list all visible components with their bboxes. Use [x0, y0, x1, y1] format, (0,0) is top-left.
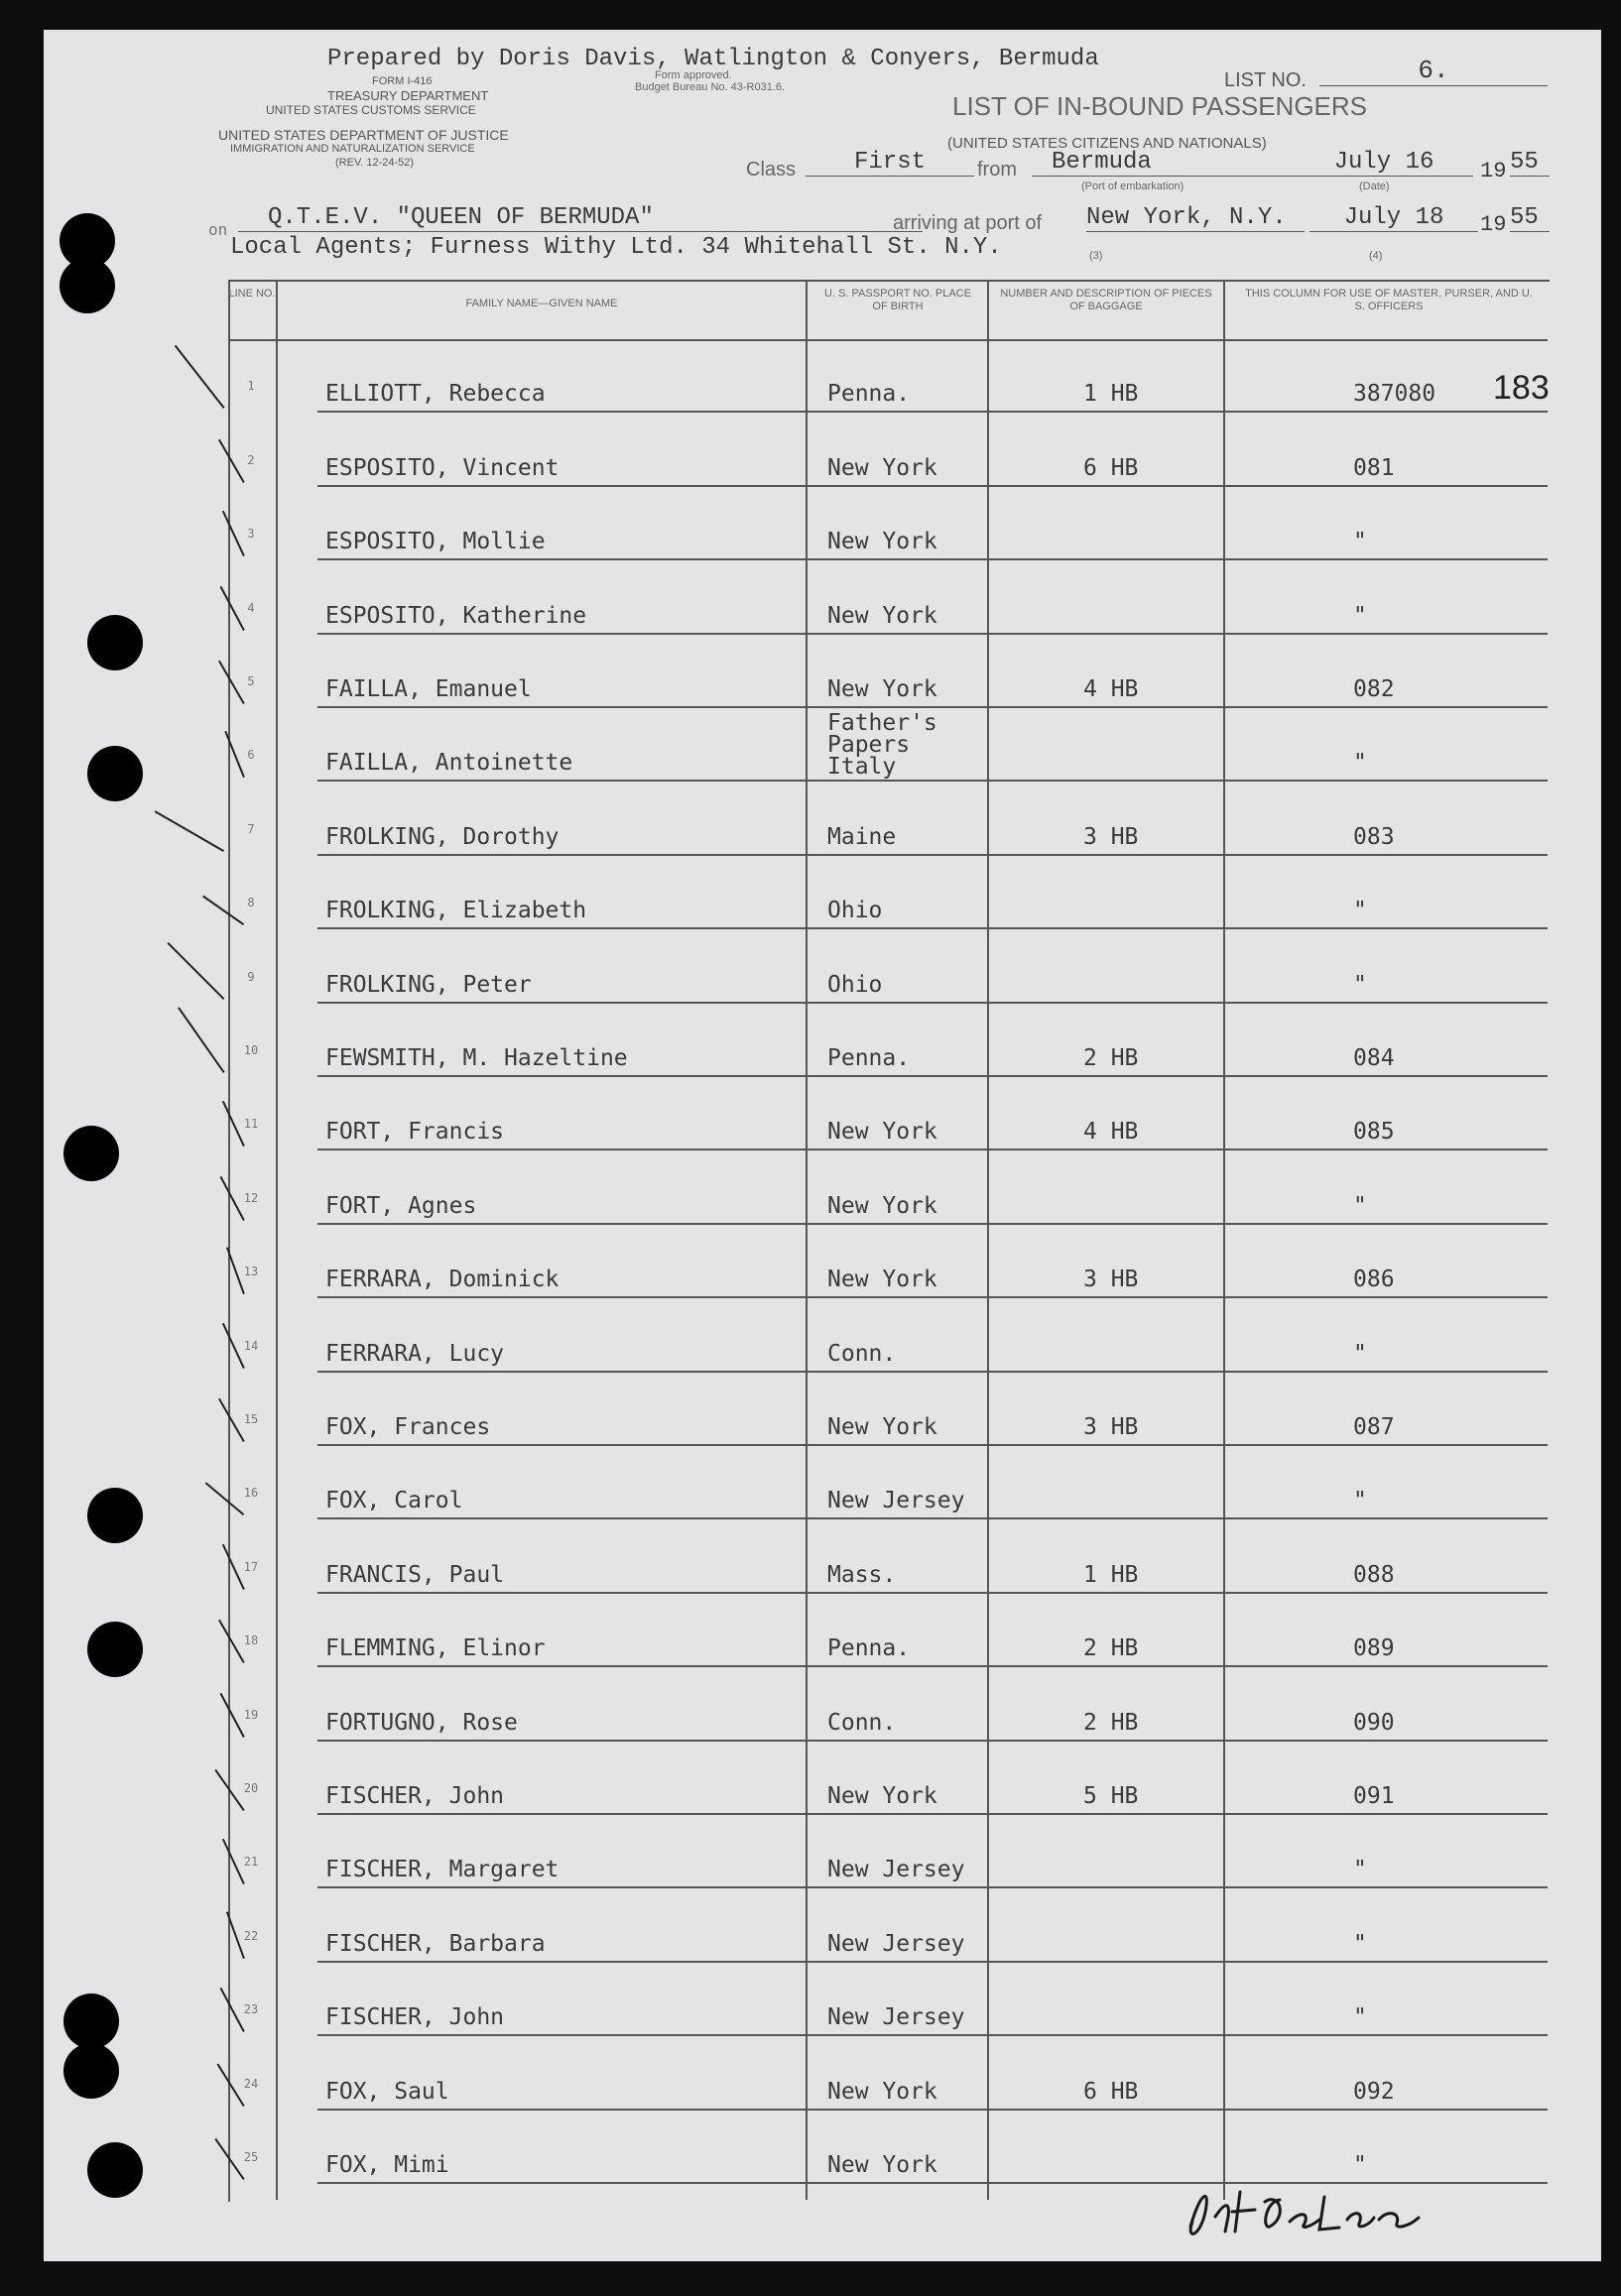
- table-row: [317, 339, 1548, 413]
- punch-hole: [87, 2142, 143, 2198]
- officer-entry: 087: [1353, 1413, 1395, 1440]
- passenger-name: FEWSMITH, M. Hazeltine: [325, 1044, 628, 1071]
- line-number: 18: [243, 1633, 259, 1648]
- place-of-birth: New York: [827, 675, 937, 702]
- passenger-name: FORTUGNO, Rose: [325, 1709, 518, 1736]
- officer-entry: 082: [1353, 675, 1395, 702]
- col-head-officers: THIS COLUMN FOR USE OF MASTER, PURSER, AND U. S. OFFICERS: [1245, 288, 1533, 312]
- passenger-name: FISCHER, John: [325, 1782, 505, 1809]
- place-of-birth: Maine: [827, 823, 897, 850]
- table-row: [317, 1519, 1548, 1593]
- punch-hole: [63, 2043, 119, 2099]
- line-number: 8: [247, 896, 255, 910]
- place-of-birth: New York: [827, 602, 937, 629]
- table-row: [317, 560, 1548, 634]
- passenger-name: FAILLA, Antoinette: [325, 750, 573, 777]
- local-agents: Local Agents; Furness Withy Ltd. 34 Whitehall St. N.Y.: [230, 234, 1002, 261]
- table-row: [317, 1888, 1548, 1962]
- arrival-date: July 18: [1309, 204, 1478, 232]
- place-of-birth: New York: [827, 1782, 937, 1809]
- line-number: 2: [247, 452, 255, 467]
- form-subtitle: (UNITED STATES CITIZENS AND NATIONALS): [947, 135, 1267, 152]
- punch-hole: [63, 1994, 119, 2049]
- line-number: 12: [243, 1190, 259, 1205]
- table-row: [317, 1667, 1548, 1741]
- form-title: LIST OF IN-BOUND PASSENGERS: [952, 91, 1368, 121]
- place-of-birth: Ohio: [827, 898, 883, 924]
- line-number: 11: [243, 1117, 259, 1132]
- officer-entry: 081: [1353, 454, 1395, 481]
- class-label: Class: [746, 159, 797, 181]
- dept-immigration: IMMIGRATION AND NATURALIZATION SERVICE: [230, 143, 475, 155]
- passenger-name: FAILLA, Emanuel: [325, 675, 532, 702]
- place-of-birth: New York: [827, 1119, 937, 1146]
- arrival-year-prefix: 19: [1480, 212, 1507, 237]
- punch-hole: [63, 1126, 119, 1181]
- line-number: 14: [243, 1338, 259, 1353]
- line-number: 6: [247, 748, 255, 763]
- line-number: 5: [247, 674, 255, 688]
- passenger-name: FROLKING, Peter: [325, 971, 532, 998]
- place-of-birth: Ohio: [827, 971, 883, 998]
- officer-entry: ": [1353, 2004, 1367, 2031]
- punch-hole: [87, 1622, 143, 1677]
- budget-bureau: Budget Bureau No. 43-R031.6.: [635, 81, 786, 93]
- table-row: [317, 708, 1548, 782]
- officer-entry: 085: [1353, 1119, 1395, 1146]
- officer-entry: ": [1353, 898, 1367, 924]
- baggage-count: 1 HB: [1083, 1561, 1139, 1588]
- dept-justice: UNITED STATES DEPARTMENT OF JUSTICE: [218, 127, 509, 143]
- passenger-name: FISCHER, John: [325, 2004, 505, 2031]
- line-number: 23: [243, 2002, 259, 2017]
- year-prefix: 19: [1480, 159, 1507, 183]
- baggage-count: 6 HB: [1083, 2078, 1139, 2105]
- officer-entry: ": [1353, 1930, 1367, 1957]
- embarkation-caption: (Port of embarkation): [1081, 181, 1185, 192]
- place-of-birth: New York: [827, 454, 937, 481]
- dept-treasury: TREASURY DEPARTMENT: [327, 88, 489, 103]
- passenger-name: FORT, Agnes: [325, 1192, 477, 1219]
- officer-entry: ": [1353, 750, 1367, 777]
- place-of-birth: New York: [827, 1267, 937, 1293]
- officer-entry: 088: [1353, 1561, 1395, 1588]
- passenger-name: ESPOSITO, Katherine: [325, 602, 587, 629]
- line-number: 24: [243, 2076, 259, 2091]
- passenger-name: FERRARA, Lucy: [325, 1340, 505, 1367]
- passenger-name: ELLIOTT, Rebecca: [325, 381, 546, 408]
- line-number: 13: [243, 1265, 259, 1279]
- passenger-name: FROLKING, Elizabeth: [325, 898, 587, 924]
- punch-hole: [87, 1488, 143, 1543]
- place-of-birth: New York: [827, 1192, 937, 1219]
- col-head-name: FAMILY NAME—GIVEN NAME: [465, 298, 618, 309]
- departure-date: July 16: [1295, 149, 1473, 177]
- table-row: [317, 1373, 1548, 1446]
- line-number: 17: [243, 1559, 259, 1574]
- passenger-name: FOX, Carol: [325, 1488, 463, 1514]
- baggage-count: 2 HB: [1083, 1044, 1139, 1071]
- form-approved: Form approved.: [655, 69, 732, 81]
- col-divider: [276, 280, 278, 2200]
- col-head-place: U. S. PASSPORT NO. PLACE OF BIRTH: [824, 288, 971, 312]
- arriving-label: arriving at port of: [893, 212, 1043, 234]
- preparer-line: Prepared by Doris Davis, Watlington & Conyers, Bermuda: [327, 46, 1099, 72]
- place-of-birth: New Jersey: [827, 1857, 965, 1883]
- table-row: [317, 856, 1548, 929]
- date-caption: (Date): [1359, 181, 1390, 192]
- passenger-name: FRANCIS, Paul: [325, 1561, 505, 1588]
- baggage-count: 4 HB: [1083, 675, 1139, 702]
- table-row: [317, 1815, 1548, 1888]
- officer-entry: 091: [1353, 1782, 1395, 1809]
- punch-hole: [60, 258, 115, 313]
- baggage-count: 6 HB: [1083, 454, 1139, 481]
- officer-entry: 090: [1353, 1709, 1395, 1736]
- officer-entry: ": [1353, 602, 1367, 629]
- place-of-birth: Conn.: [827, 1340, 897, 1367]
- passenger-name: FOX, Saul: [325, 2078, 449, 2105]
- table-row: [317, 782, 1548, 855]
- place-of-birth: New Jersey: [827, 1930, 965, 1957]
- page-stamp: 183: [1493, 369, 1550, 407]
- passenger-name: ESPOSITO, Vincent: [325, 454, 560, 481]
- line-number: 7: [247, 821, 255, 836]
- punch-hole: [87, 615, 143, 670]
- officer-entry: ": [1353, 1340, 1367, 1367]
- table-row: [317, 1004, 1548, 1077]
- line-number: 15: [243, 1412, 259, 1426]
- caption-4: (4): [1369, 250, 1383, 262]
- officer-entry: 089: [1353, 1635, 1395, 1662]
- baggage-count: 1 HB: [1083, 381, 1139, 408]
- vessel-name: Q.T.E.V. "QUEEN OF BERMUDA": [238, 204, 923, 232]
- class-value: First: [806, 149, 974, 177]
- line-number: 21: [243, 1855, 259, 1870]
- officer-entry: ": [1353, 1192, 1367, 1219]
- caption-3: (3): [1089, 250, 1103, 262]
- line-number: 19: [243, 1707, 259, 1722]
- passenger-name: FOX, Frances: [325, 1413, 491, 1440]
- place-of-birth: New York: [827, 2151, 937, 2178]
- line-number: 16: [243, 1486, 259, 1501]
- officer-entry: ": [1353, 2151, 1367, 2178]
- table-row: [317, 635, 1548, 708]
- baggage-count: 4 HB: [1083, 1119, 1139, 1146]
- table-row: [317, 929, 1548, 1003]
- place-of-birth: Penna.: [827, 381, 911, 408]
- passenger-name: FLEMMING, Elinor: [325, 1635, 546, 1662]
- baggage-count: 3 HB: [1083, 1413, 1139, 1440]
- place-of-birth: New York: [827, 2078, 937, 2105]
- punch-hole: [87, 746, 143, 801]
- table-row: [317, 1742, 1548, 1815]
- line-number: 25: [243, 2150, 259, 2164]
- officer-entry: 083: [1353, 823, 1395, 850]
- table-row: [317, 1446, 1548, 1519]
- passenger-name: FOX, Mimi: [325, 2151, 449, 2178]
- table-row: [317, 2036, 1548, 2110]
- place-of-birth: New Jersey: [827, 2004, 965, 2031]
- baggage-count: 3 HB: [1083, 823, 1139, 850]
- baggage-count: 3 HB: [1083, 1267, 1139, 1293]
- form-number: FORM I-416: [372, 75, 433, 87]
- passenger-name: FROLKING, Dorothy: [325, 823, 560, 850]
- table-row: [317, 1225, 1548, 1298]
- year-value: 55: [1510, 149, 1550, 177]
- arrival-year: 55: [1510, 204, 1550, 232]
- officer-entry: ": [1353, 529, 1367, 555]
- table-row: [317, 413, 1548, 486]
- line-number: 22: [243, 1928, 259, 1943]
- officer-entry: 092: [1353, 2078, 1395, 2105]
- dept-customs: UNITED STATES CUSTOMS SERVICE: [266, 103, 476, 117]
- line-number: 4: [247, 600, 255, 615]
- on-label: on: [208, 220, 228, 239]
- table-row: [317, 1150, 1548, 1224]
- table-row: [317, 487, 1548, 560]
- table-row: [317, 1298, 1548, 1372]
- place-of-birth: New York: [827, 1413, 937, 1440]
- officer-entry: ": [1353, 1857, 1367, 1883]
- officer-entry: 086: [1353, 1267, 1395, 1293]
- table-row: [317, 1963, 1548, 2036]
- line-number: 9: [247, 969, 255, 984]
- passenger-name: FISCHER, Barbara: [325, 1930, 546, 1957]
- officer-entry: 084: [1353, 1044, 1395, 1071]
- line-number: 10: [243, 1043, 259, 1057]
- table-row: [317, 1594, 1548, 1667]
- officer-signature: [1171, 2172, 1429, 2251]
- from-label: from: [977, 159, 1017, 181]
- place-of-birth: Father's Papers Italy: [827, 710, 937, 781]
- baggage-count: 2 HB: [1083, 1635, 1139, 1662]
- place-of-birth: Mass.: [827, 1561, 897, 1588]
- officer-entry: ": [1353, 971, 1367, 998]
- passenger-name: FERRARA, Dominick: [325, 1267, 560, 1293]
- officer-entry: ": [1353, 1488, 1367, 1514]
- embarkation-port: Bermuda: [1032, 149, 1329, 177]
- place-of-birth: Penna.: [827, 1044, 911, 1071]
- line-number: 3: [247, 527, 255, 542]
- list-no-label: LIST NO.: [1224, 69, 1307, 91]
- baggage-count: 5 HB: [1083, 1782, 1139, 1809]
- place-of-birth: Conn.: [827, 1709, 897, 1736]
- line-number: 1: [247, 379, 255, 394]
- form-revision: (REV. 12-24-52): [335, 157, 415, 169]
- baggage-count: 2 HB: [1083, 1709, 1139, 1736]
- arrival-port: New York, N.Y.: [1086, 204, 1305, 232]
- col-head-line-no: LINE NO.: [228, 288, 276, 300]
- place-of-birth: New Jersey: [827, 1488, 965, 1514]
- officer-entry: 387080: [1353, 381, 1436, 408]
- list-number: 6.: [1319, 56, 1548, 86]
- col-head-baggage: NUMBER AND DESCRIPTION OF PIECES OF BAGGAGE: [1000, 288, 1212, 312]
- line-number: 20: [243, 1781, 259, 1795]
- passenger-name: ESPOSITO, Mollie: [325, 529, 546, 555]
- place-of-birth: Penna.: [827, 1635, 911, 1662]
- passenger-name: FORT, Francis: [325, 1119, 505, 1146]
- table-row: [317, 1077, 1548, 1150]
- passenger-name: FISCHER, Margaret: [325, 1857, 560, 1883]
- place-of-birth: New York: [827, 529, 937, 555]
